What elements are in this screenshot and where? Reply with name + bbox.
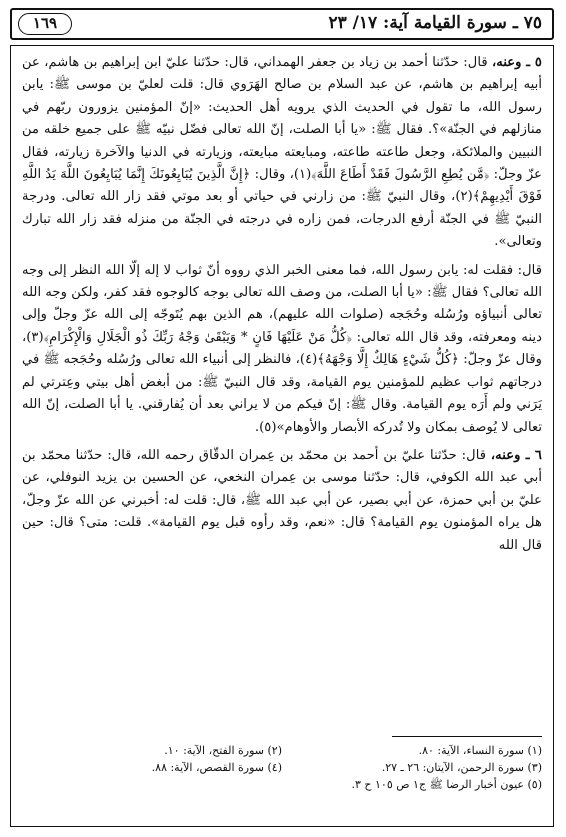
paragraph-text: قال: حدّثنا عليّ بن أحمد بن محمّد بن عِمران الدقّاق رحمه الله، قال: حدّثنا محمّد بن أبي عبد الله الكوفي، قال: حدّثنا موسى بن عِمران النخعي، عن الحسين بن يزيد النوفلي، عن عليّ بن أبي حمزة، عن أبي بصير، عن أبي عبد الله ﷺ، قال: قلت له: أخبرني عن الله عزّ وجلّ، هل يراه المؤمنون يوم القيامة؟ قال: «نعم، وقد رأوه قبل يوم القيامة». قلت: متى؟ قال: حين قال الله — [22, 447, 542, 553]
narration-marker: ٥ ـ وعنه، — [492, 55, 542, 70]
paragraph-hadith-5 — [22, 52, 542, 254]
main-text — [22, 52, 542, 732]
footnote-1: (١) سورة النساء، الآية: ٨٠. — [418, 744, 542, 757]
footnote-row — [22, 742, 542, 759]
footnote-separator — [392, 736, 542, 737]
page-header — [10, 8, 554, 40]
footnote-row — [22, 776, 542, 793]
footnote-3: (٣) سورة الرحمن، الآيتان: ٢٦ ـ ٢٧. — [381, 761, 542, 774]
footnote-5: (٥) عيون أخبار الرضا ﷺ ج١ ص ١٠٥ ح ٣. — [351, 778, 542, 791]
page-number: ١٦٩ — [18, 13, 72, 35]
footnote-row — [22, 759, 542, 776]
footnotes — [22, 742, 542, 793]
footnote-2: (٢) سورة الفتح، الآية: ١٠. — [164, 744, 282, 757]
paragraph-text: قال: حدّثنا أحمد بن زياد بن جعفر الهمداني، قال: حدّثنا عليّ ابن إبراهيم بن هاشم، عن أبيه إبراهيم بن هاشم، عن عبد السلام بن صالح الهَرَوي قال: قلت لعليّ بن موسى ﷺ: يابن رسول الله، ما تقول في الحديث الذي يرويه أهل الحديث: «إنّ المؤمنين يزورون ربّهم في منازلهم في الجنّة»؟. فقال ﷺ: «يا أبا الصلت، إنّ الله تعالى فضّل نبيّه ﷺ على جميع خلقه من النبيين والملائكة، وجعل طاعته طاعته، ومبايعته مبايعته، وزيارته في الدنيا والآخرة زيارته، فقال عزّ وجلّ: ﴿مَّن يُطِعِ الرَّسُولَ فَقَدْ أَطَاعَ اللَّهَ﴾(١)، وقال: ﴿إِنَّ الَّذِينَ يُبَايِعُونَكَ إِنَّمَا يُبَايِعُونَ اللَّهَ يَدُ اللَّهِ فَوْقَ أَيْدِيهِمْ﴾(٢)، وقال النبيّ ﷺ: من زارني في حياتي أو بعد موتي فقد زار الله تعالى. ودرجة النبيّ ﷺ في الجنّة أرفع الدرجات، فمن زاره في درجته في الجنّة من منزله فقد زار الله تبارك وتعالى». — [22, 55, 542, 250]
surah-title: ٧٥ ـ سورة القيامة آية: ١٧/ ٢٣ — [328, 13, 542, 33]
narration-marker: ٦ ـ وعنه، — [490, 447, 542, 463]
footnote-4: (٤) سورة القصص، الآية: ٨٨. — [151, 761, 282, 774]
paragraph-text: قال: فقلت له: يابن رسول الله، فما معنى الخبر الذي رووه أنّ ثواب لا إله إلّا الله النظر إلى وجه الله تعالى؟ فقال ﷺ: «يا أبا الصلت، من وصف الله تعالى بوجه كالوجوه فقد كفر، ولكن وجه الله تعالى أنبياؤه ورُسُله وحُجَجه (صلوات الله عليهم)، هم الذين بهم يُتَوجّه إلى الله عزّ وجلّ وإلى دينه ومعرفته، وقد قال الله تعالى: ﴿كُلُّ مَنْ عَلَيْهَا فَانٍ * وَيَبْقَىٰ وَجْهُ رَبِّكَ ذُو الْجَلَالِ وَالْإِكْرَامِ﴾(٣)، وقال عزّ وجلّ: ﴿كُلُّ شَيْءٍ هَالِكٌ إِلَّا وَجْهَهُ﴾(٤)، فالنظر إلى أنبياء الله تعالى ورُسُله وحُجَجه ﷺ في درجاتهم ثواب عظيم للمؤمنين يوم القيامة، وقد قال النبيّ ﷺ: من أبغض أهل بيتي وعِترتي لم يَرَني ولم أَرَه يوم القيامة. وقال ﷺ: إنّ فيكم من لا يراني بعد أن يُفارقني. يا أبا الصلت، إنّ الله تعالى لا يُوصف بمكان ولا تُدركه الأبصار والأوهام»(٥). — [22, 262, 542, 435]
paragraph-hadith-6 — [22, 445, 542, 557]
footnote-empty — [22, 776, 282, 793]
book-page — [10, 8, 554, 827]
paragraph-continuation — [22, 260, 542, 439]
